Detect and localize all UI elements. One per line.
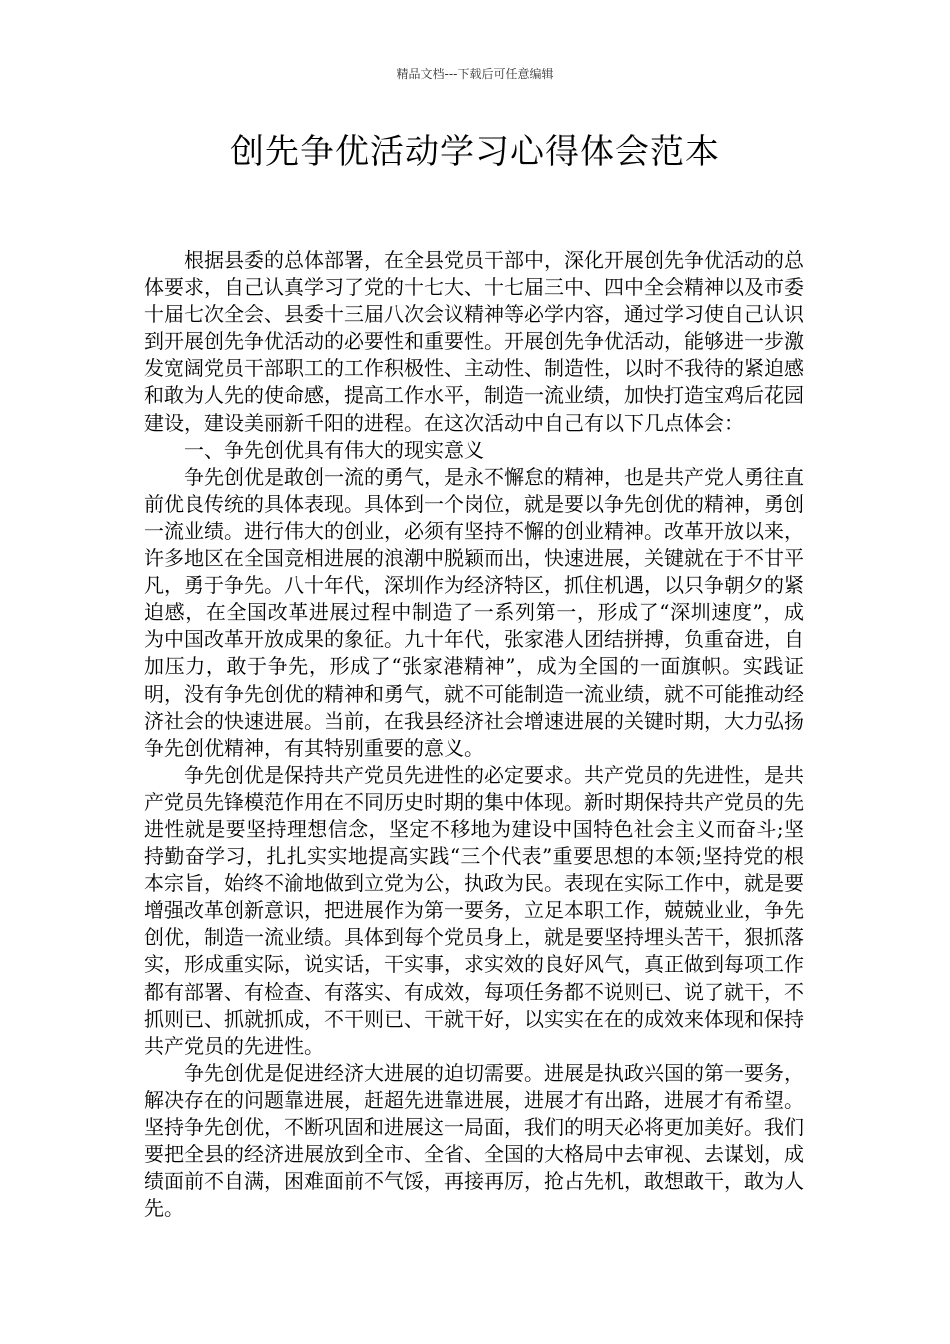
document-title: 创先争优活动学习心得体会范本: [230, 132, 720, 172]
header-note: 精品文档---下载后可任意编辑: [396, 67, 554, 81]
paragraph-intro: 根据县委的总体部署，在全县党员干部中，深化开展创先争优活动的总体要求，自己认真学习了党的十七大、十七届三中、四中全会精神以及市委十届七次全会、县委十三届八次会议精神等必学内容，通过学习使自己认识到开展创先争优活动的必要性和重要性。开展创先争优活动，能够进一步激发宽阔党员干部职工的工作积极性、主动性、制造性，以时不我待的紧迫感和敢为人先的使命感，提高工作水平，制造一流业绩，加快打造宝鸡后花园建设，建设美丽新千阳的进程。在这次活动中自己有以下几点体会：: [144, 248, 804, 435]
paragraph-advanced-nature: 争先创优是保持共产党员先进性的必定要求。共产党员的先进性，是共产党员先锋模范作用在不同历史时期的集中体现。新时期保持共产党员的先进性就是要坚持理想信念，坚定不移地为建设中国特色社会主义而奋斗;坚持勤奋学习，扎扎实实地提高实践“三个代表”重要思想的本领;坚持党的根本宗旨，始终不渝地做到立党为公，执政为民。表现在实际工作中，就是要增强改革创新意识，把进展作为第一要务，立足本职工作，兢兢业业，争先创优，制造一流业绩。具体到每个党员身上，就是要坚持埋头苦干，狠抓落实，形成重实际，说实话，干实事，求实效的良好风气，真正做到每项工作都有部署、有检查、有落实、有成效，每项任务都不说则已、说了就干，不抓则已、抓就抓成，不干则已、干就干好，以实实在在的成效来体现和保持共产党员的先进性。: [144, 762, 804, 1058]
document-body: [144, 247, 804, 1222]
section-heading: 一、争先创优具有伟大的现实意义: [184, 437, 484, 462]
paragraph-spirit: 争先创优是敢创一流的勇气，是永不懈怠的精神，也是共产党人勇往直前优良传统的具体表现。具体到一个岗位，就是要以争先创优的精神，勇创一流业绩。进行伟大的创业，必须有坚持不懈的创业精神。改革开放以来，许多地区在全国竞相进展的浪潮中脱颖而出，快速进展，关键就在于不甘平凡，勇于争先。八十年代，深圳作为经济特区，抓住机遇，以只争朝夕的紧迫感，在全国改革进展过程中制造了一系列第一，形成了“深圳速度”，成为中国改革开放成果的象征。九十年代，张家港人团结拼搏，负重奋进，自加压力，敢于争先，形成了“张家港精神”，成为全国的一面旗帜。实践证明，没有争先创优的精神和勇气，就不可能制造一流业绩，就不可能推动经济社会的快速进展。当前，在我县经济社会增速进展的关键时期，大力弘扬争先创优精神，有其特别重要的意义。: [144, 464, 804, 760]
paragraph-economic-development: 争先创优是促进经济大进展的迫切需要。进展是执政兴国的第一要务，解决存在的问题靠进展，赶超先进靠进展，进展才有出路，进展才有希望。坚持争先创优，不断巩固和进展这一局面，我们的明天必将更加美好。我们要把全县的经济进展放到全市、全省、全国的大格局中去审视、去谋划，成绩面前不自满，困难面前不气馁，再接再厉，抢占先机，敢想敢干，敢为人先。: [144, 1060, 804, 1221]
